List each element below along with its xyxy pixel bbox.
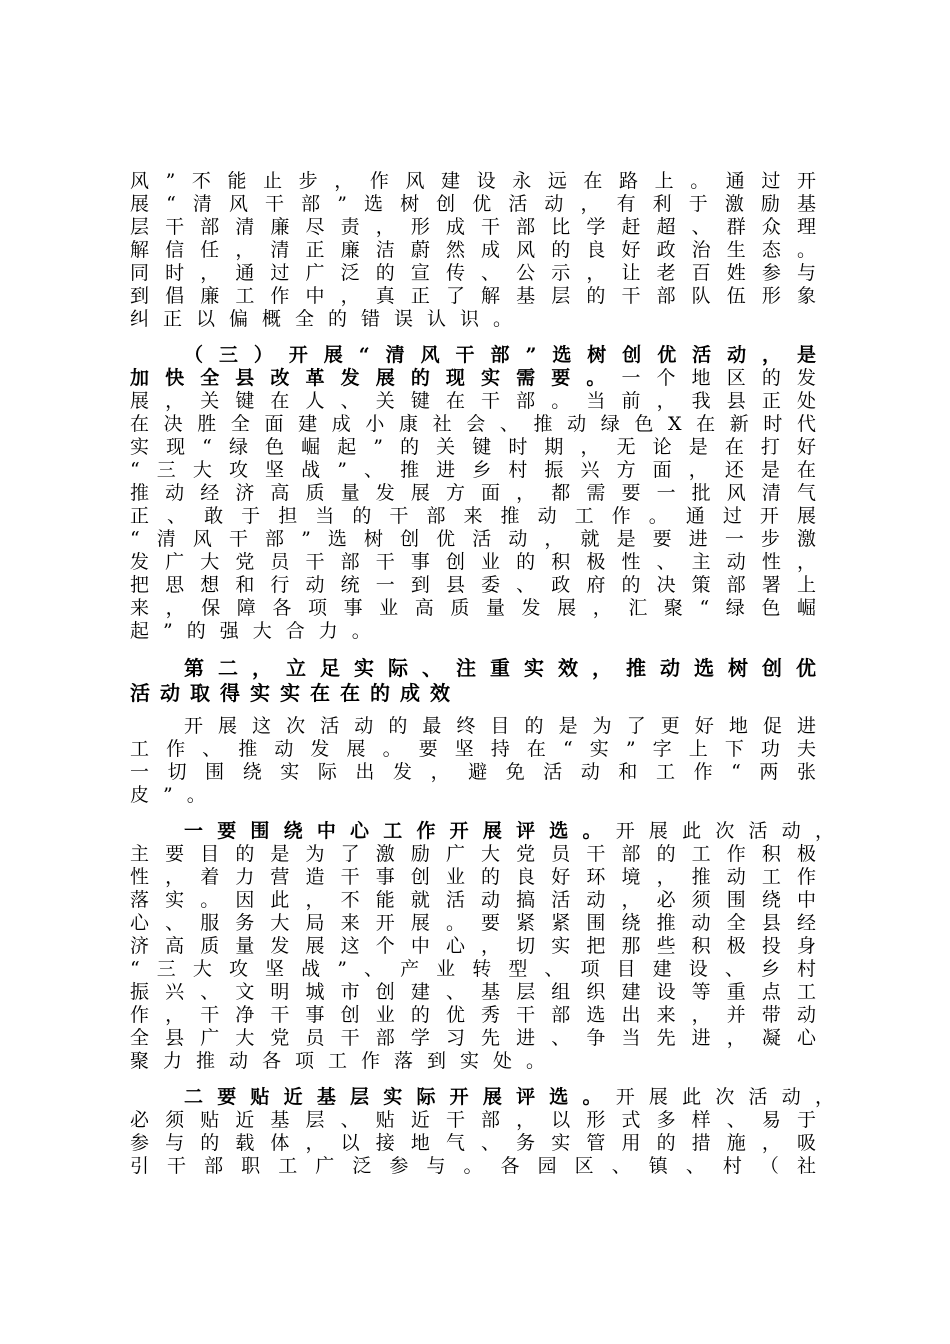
body-text: 一个地区的发 (621, 367, 816, 389)
body-line: 来，保障各项事业高质量发展，汇聚“绿色崛 (130, 597, 816, 619)
body-line: “清风干部”选树创优活动，就是要进一步激 (130, 528, 816, 550)
bold-lead: 二要贴近基层实际开展评选。 (184, 1086, 616, 1108)
body-line: 主要目的是为了激励广大党员干部的工作积极 (130, 843, 816, 865)
body-line: 展“清风干部”选树创优活动，有利于激励基 (130, 193, 816, 215)
body-line: 必须贴近基层、贴近干部，以形式多样、易于 (130, 1109, 816, 1131)
body-line (130, 367, 816, 390)
bold-lead: 加快全县改革发展的现实需要。 (130, 367, 622, 389)
body-line: 作，干净干事创业的优秀干部选出来，并带动 (130, 1004, 816, 1026)
body-line: 落实。因此，不能就活动搞活动，必须围绕中 (130, 889, 816, 911)
body-line: 工作、推动发展。要坚持在“实”字上下功夫 (130, 738, 816, 760)
body-line: 解信任，清正廉洁蔚然成风的良好政治生态。 (130, 239, 816, 261)
body-text: 开展此次活动， (615, 820, 834, 842)
body-line: 发广大党员干部干事创业的积极性、主动性， (130, 551, 816, 573)
body-line: 同时，通过广泛的宣传、公示，让老百姓参与 (130, 262, 816, 284)
body-line: 把思想和行动统一到县委、政府的决策部署上 (130, 574, 816, 596)
body-line (184, 820, 834, 843)
body-line: 一切围绕实际出发，避免活动和工作“两张 (130, 761, 816, 783)
body-line: 引干部职工广泛参与。各园区、镇、村（社 (130, 1155, 816, 1177)
body-line: 正、敢于担当的干部来推动工作。通过开展 (130, 505, 816, 527)
body-line: “三大攻坚战”、推进乡村振兴方面，还是在 (130, 459, 816, 481)
section-heading: 活动取得实实在在的成效 (130, 681, 460, 705)
body-line: 全县广大党员干部学习先进、争当先进，凝心 (130, 1027, 816, 1049)
body-line: 皮”。 (130, 784, 220, 806)
body-line: 参与的载体，以接地气、务实管用的措施，吸 (130, 1132, 816, 1154)
body-line: 在决胜全面建成小康社会、推动绿色X在新时代 (130, 413, 816, 435)
body-line: 性，着力营造干事创业的良好环境，推动工作 (130, 866, 816, 888)
body-line: 实现“绿色崛起”的关键时期，无论是在打好 (130, 436, 816, 458)
section-heading: 第二，立足实际、注重实效，推动选树创优 (184, 656, 816, 680)
body-line: 展，关键在人、关键在干部。当前，我县正处 (130, 390, 816, 412)
body-line: 开展这次活动的最终目的是为了更好地促进 (184, 715, 816, 737)
body-line: 聚力推动各项工作落到实处。 (130, 1050, 560, 1072)
body-line: 风”不能止步，作风建设永远在路上。通过开 (130, 170, 816, 192)
body-line: 推动经济高质量发展方面，都需要一批风清气 (130, 482, 816, 504)
body-line (184, 1086, 834, 1109)
body-line: 济高质量发展这个中心，切实把那些积极投身 (130, 935, 816, 957)
body-line: 心、服务大局来开展。要紧紧围绕推动全县经 (130, 912, 816, 934)
body-line: 到倡廉工作中，真正了解基层的干部队伍形象 (130, 285, 816, 307)
body-line: 层干部清廉尽责，形成干部比学赶超、群众理 (130, 216, 816, 238)
body-text: 开展此次活动， (615, 1086, 834, 1108)
body-line: “三大攻坚战”、产业转型、项目建设、乡村 (130, 958, 816, 980)
section-heading-three: （三）开展“清风干部”选树创优活动，是 (184, 344, 816, 366)
bold-lead: 一要围绕中心工作开展评选。 (184, 820, 616, 842)
body-line: 起”的强大合力。 (130, 620, 385, 642)
body-line: 纠正以偏概全的错误认识。 (130, 308, 527, 330)
body-line: 振兴、文明城市创建、基层组织建设等重点工 (130, 981, 816, 1003)
